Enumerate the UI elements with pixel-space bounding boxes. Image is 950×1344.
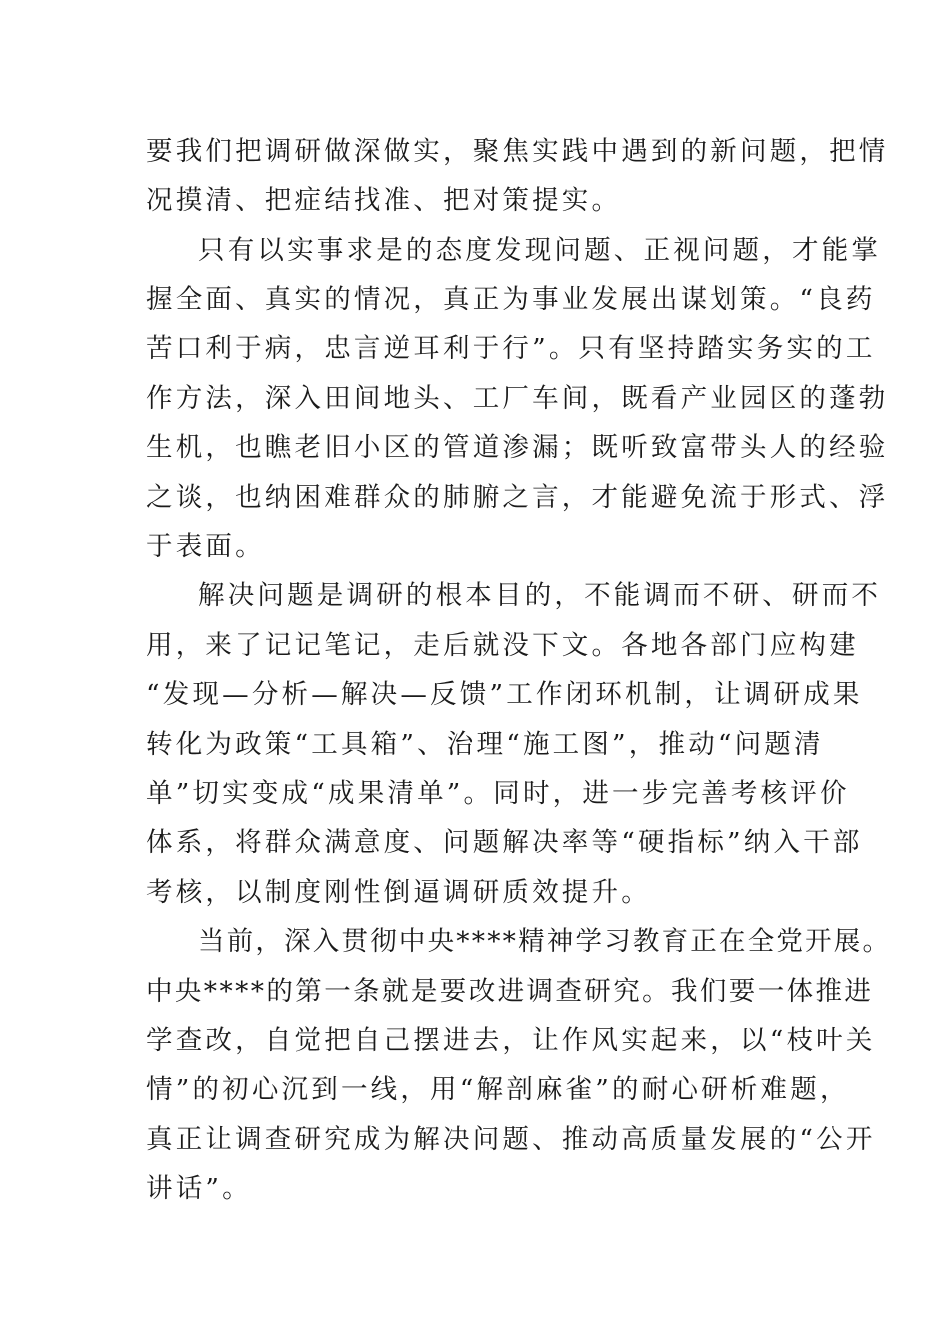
text-line: 真正让调查研究成为解决问题、推动高质量发展的“公开 — [146, 1124, 876, 1155]
text-line: 转化为政策“工具箱”、治理“施工图”，推动“问题清 — [146, 729, 824, 760]
text-line: 苦口利于病，忠言逆耳利于行”。只有坚持踏实务实的工 — [146, 333, 876, 364]
text-line: 学查改，自觉把自己摆进去，让作风实起来，以“枝叶关 — [146, 1025, 876, 1056]
text-line: 生机，也瞧老旧小区的管道渗漏；既听致富带头人的经验 — [146, 432, 889, 463]
text-line: 握全面、真实的情况，真正为事业发展出谋划策。“良药 — [146, 284, 876, 315]
paragraph-start-line: 当前，深入贯彻中央****精神学习教育正在全党开展。 — [198, 926, 892, 957]
text-line: 之谈，也纳困难群众的肺腑之言，才能避免流于形式、浮 — [146, 482, 889, 513]
text-line: 体系，将群众满意度、问题解决率等“硬指标”纳入干部 — [146, 827, 863, 858]
text-line: 作方法，深入田间地头、工厂车间，既看产业园区的蓬勃 — [146, 383, 889, 414]
text-line: 于表面。 — [146, 531, 265, 562]
text-line: 单”切实变成“成果清单”。同时，进一步完善考核评价 — [146, 778, 850, 809]
text-line: 讲话”。 — [146, 1173, 252, 1204]
text-line: 中央****的第一条就是要改进调查研究。我们要一体推进 — [146, 976, 874, 1007]
paragraph-start-line: 只有以实事求是的态度发现问题、正视问题，才能掌 — [198, 235, 882, 266]
text-line: “发现—分析—解决—反馈”工作闭环机制，让调研成果 — [146, 679, 863, 710]
paragraph-start-line: 解决问题是调研的根本目的，不能调而不研、研而不 — [198, 580, 882, 611]
text-line: 况摸清、把症结找准、把对策提实。 — [146, 185, 622, 216]
text-line: 要我们把调研做深做实，聚焦实践中遇到的新问题，把情 — [146, 136, 889, 167]
text-line: 考核，以制度刚性倒逼调研质效提升。 — [146, 877, 651, 908]
text-line: 用，来了记记笔记，走后就没下文。各地各部门应构建 — [146, 630, 859, 661]
text-line: 情”的初心沉到一线，用“解剖麻雀”的耐心研析难题， — [146, 1074, 850, 1105]
